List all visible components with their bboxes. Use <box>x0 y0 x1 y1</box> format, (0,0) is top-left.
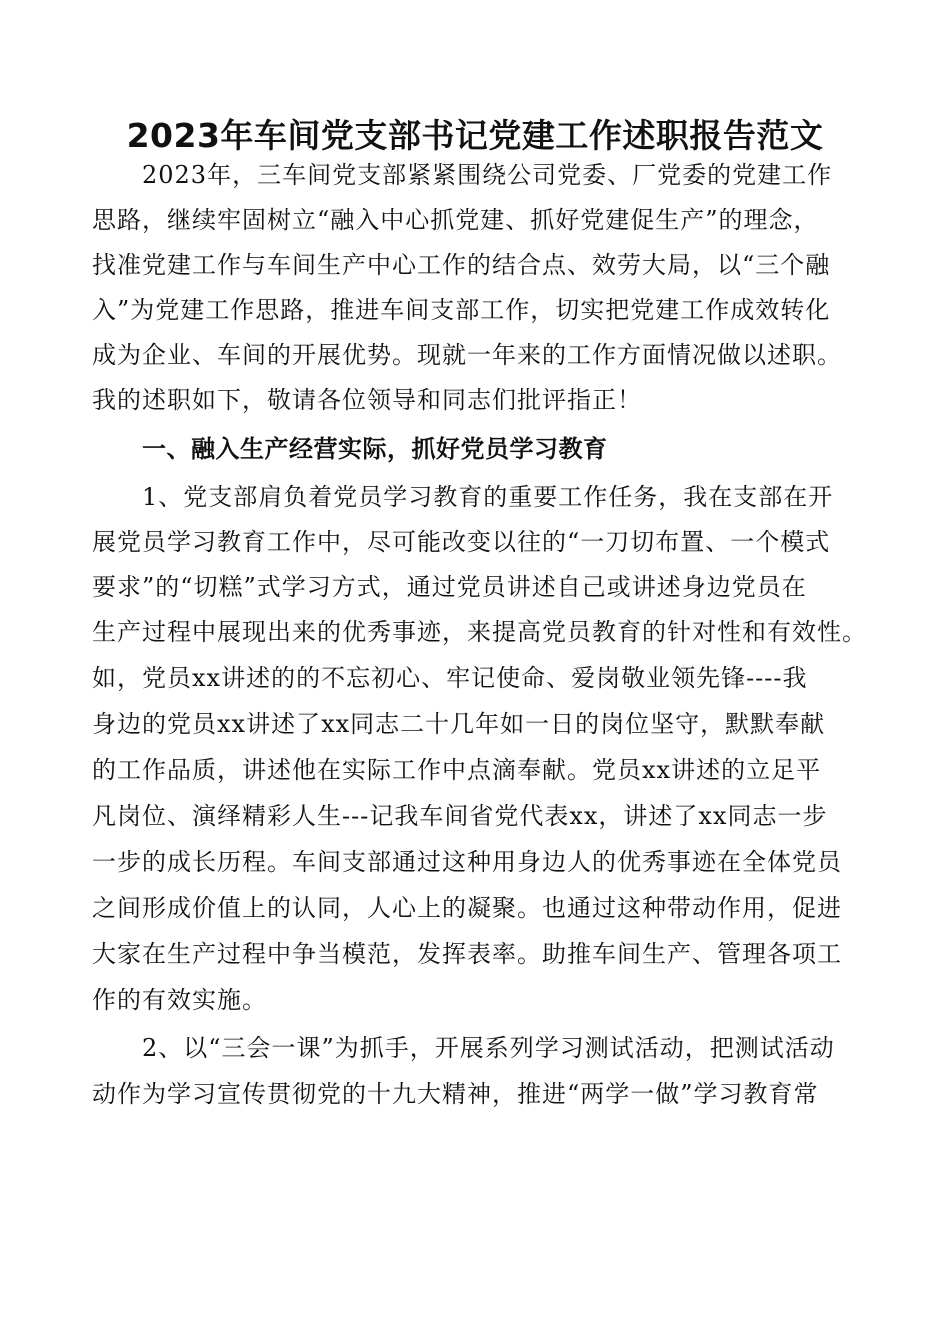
paragraph-line: 要求”的“切糕”式学习方式，通过党员讲述自己或讲述身边党员在 <box>92 573 807 601</box>
paragraph-line: 作的有效实施。 <box>92 986 267 1014</box>
paragraph-line: 的工作品质，讲述他在实际工作中点滴奉献。党员xx讲述的立足平 <box>92 756 822 784</box>
paragraph-line: 1、党支部肩负着党员学习教育的重要工作任务，我在支部在开 <box>142 483 834 511</box>
paragraph-line: 成为企业、车间的开展优势。现就一年来的工作方面情况做以述职。 <box>92 341 842 369</box>
paragraph-line: 2、以“三会一课”为抓手，开展系列学习测试活动，把测试活动 <box>142 1034 835 1062</box>
paragraph-line: 大家在生产过程中争当模范，发挥表率。助推车间生产、管理各项工 <box>92 940 842 968</box>
paragraph-line: 展党员学习教育工作中，尽可能改变以往的“一刀切布置、一个模式 <box>92 528 831 556</box>
paragraph-line: 凡岗位、演绎精彩人生---记我车间省党代表xx，讲述了xx同志一步 <box>92 802 828 830</box>
paragraph-line: 2023年，三车间党支部紧紧围绕公司党委、厂党委的党建工作 <box>142 161 833 189</box>
section-heading: 一、融入生产经营实际，抓好党员学习教育 <box>142 435 608 463</box>
paragraph-line: 如，党员xx讲述的的不忘初心、牢记使命、爱岗敬业领先锋----我 <box>92 664 808 692</box>
paragraph-line: 我的述职如下，敬请各位领导和同志们批评指正！ <box>92 386 642 414</box>
paragraph-line: 一步的成长历程。车间支部通过这种用身边人的优秀事迹在全体党员 <box>92 848 842 876</box>
paragraph-line: 找准党建工作与车间生产中心工作的结合点、效劳大局，以“三个融 <box>92 251 831 279</box>
paragraph-line: 之间形成价值上的认同，人心上的凝聚。也通过这种带动作用，促进 <box>92 894 842 922</box>
paragraph-line: 入”为党建工作思路，推进车间支部工作，切实把党建工作成效转化 <box>92 296 831 324</box>
paragraph-line: 生产过程中展现出来的优秀事迹，来提高党员教育的针对性和有效性。 <box>92 618 867 646</box>
paragraph-line: 动作为学习宣传贯彻党的十九大精神，推进“两学一做”学习教育常 <box>92 1080 819 1108</box>
paragraph-line: 思路，继续牢固树立“融入中心抓党建、抓好党建促生产”的理念， <box>92 206 819 234</box>
document-title: 2023年车间党支部书记党建工作述职报告范文 <box>126 116 824 155</box>
paragraph-line: 身边的党员xx讲述了xx同志二十几年如一日的岗位坚守，默默奉献 <box>92 710 826 738</box>
